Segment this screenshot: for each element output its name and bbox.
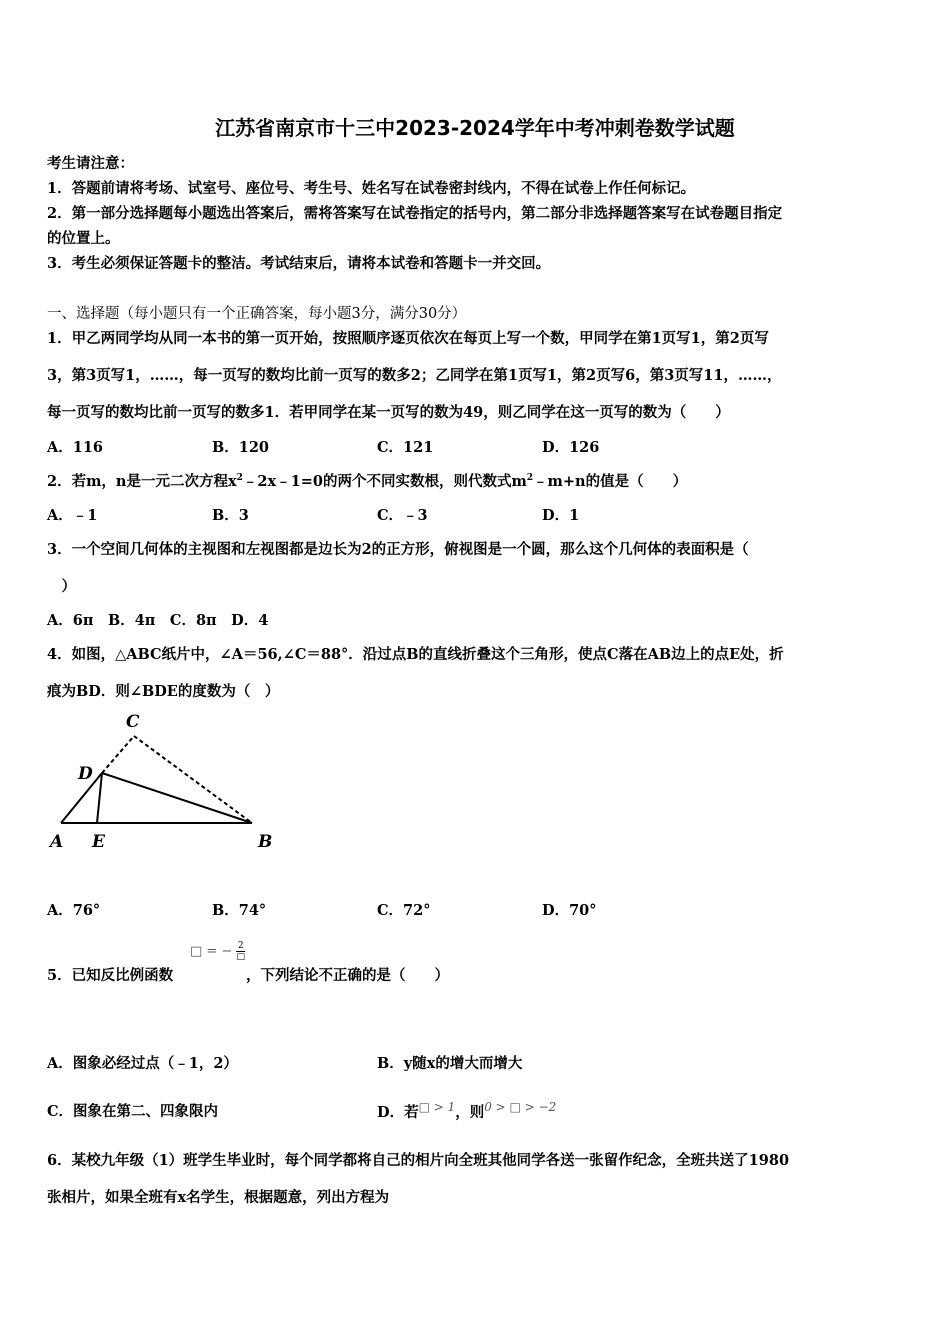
q4-option-a: A．76° [47, 902, 101, 919]
label-a: A [50, 832, 64, 852]
q1-option-b: B．120 [212, 439, 270, 456]
q4-option-b: B．74° [212, 902, 267, 919]
q2-stem [47, 470, 687, 491]
q5-option-d-label: D．若 [377, 1104, 419, 1121]
q5-formula-num: 2 [237, 941, 244, 951]
segment-db [102, 773, 252, 823]
q6-line-2: 张相片，如果全班有x名学生，根据题意，列出方程为 [47, 1189, 390, 1206]
q5-tail: ，下列结论不正确的是（ ） [246, 967, 449, 984]
q4-option-d: D．70° [542, 902, 597, 919]
q2-text-c: ﹣m+n的值是（ ） [533, 473, 688, 490]
q2-option-b: B．3 [212, 507, 249, 524]
q2-text-a: 2．若m，n是一元二次方程x [47, 473, 237, 490]
segment-de [97, 773, 102, 823]
q5-option-d-cond: □ > 1 [418, 1100, 456, 1114]
q5-formula-den: □ [236, 952, 245, 962]
q3-options: A．6π B．4π C．8π D．4 [47, 612, 269, 629]
q2-option-c: C．﹣3 [377, 507, 428, 524]
q2-option-a: A．﹣1 [47, 507, 98, 524]
notice-heading: 考生请注意： [47, 155, 134, 172]
notice-item-1: 1．答题前请将考场、试室号、座位号、考生号、姓名写在试卷密封线内，不得在试卷上作任何标记。 [47, 180, 696, 197]
notice-item-2-cont: 的位置上。 [47, 230, 120, 247]
q2-text-b: ﹣2x﹣1=0的两个不同实数根，则代数式m [242, 473, 527, 490]
q5-option-b: B．y随x的增大而增大 [377, 1055, 523, 1072]
label-b: B [258, 832, 273, 852]
q5-formula-fraction [236, 941, 245, 962]
q5-formula [190, 941, 245, 962]
label-d: D [78, 764, 93, 784]
q5-formula-lhs: □ = − [190, 944, 233, 959]
q1-option-a: A．116 [47, 439, 104, 456]
q2-option-d: D．1 [542, 507, 580, 524]
page-title: 江苏省南京市十三中2023-2024学年中考冲刺卷数学试题 [215, 116, 735, 140]
q5-option-a: A．图象必经过点（﹣1，2） [47, 1055, 238, 1072]
label-e: E [92, 832, 105, 852]
q2-sup-2: 2 [526, 473, 534, 484]
q4-line-2: 痕为BD．则∠BDE的度数为（ ） [47, 683, 280, 700]
q5-stem: 5．已知反比例函数 [47, 967, 174, 984]
notice-item-2: 2．第一部分选择题每小题选出答案后，需将答案写在试卷指定的括号内，第二部分非选择题答案写在试卷题目指定 [47, 205, 783, 222]
segment-cb-dashed [134, 736, 252, 823]
segment-dc-dashed [102, 736, 134, 773]
q4-option-c: C．72° [377, 902, 431, 919]
q5-option-d [377, 1100, 556, 1122]
q6-line-1: 6．某校九年级（1）班学生毕业时，每个同学都将自己的相片向全班其他同学各送一张留作纪念，全班共送了1980 [47, 1152, 790, 1169]
label-c: C [126, 712, 140, 732]
q3-line-1: 3．一个空间几何体的主视图和左视图都是边长为2的正方形，俯视图是一个圆，那么这个几何体的表面积是（ [47, 541, 749, 558]
q4-line-1: 4．如图，△ABC纸片中，∠A＝56,∠C＝88°．沿过点B的直线折叠这个三角形，使点C落在AB边上的点E处，折 [47, 646, 784, 663]
q2-sup-1: 2 [236, 473, 243, 484]
q5-option-c: C．图象在第二、四象限内 [47, 1103, 219, 1120]
section-heading: 一、选择题（每小题只有一个正确答案，每小题3分，满分30分） [47, 306, 467, 322]
q1-option-c: C．121 [377, 439, 434, 456]
q5-option-d-then: ，则 [455, 1104, 485, 1121]
notice-item-3: 3．考生必须保证答题卡的整洁。考试结束后，请将本试卷和答题卡一并交回。 [47, 255, 551, 272]
q3-line-2: ） [47, 578, 76, 595]
q1-line-1: 1．甲乙两同学均从同一本书的第一页开始，按照顺序逐页依次在每页上写一个数，甲同学在第1页写1，第2页写 [47, 330, 769, 347]
triangle-figure [40, 705, 290, 855]
q5-option-d-result: 0 > □ > −2 [484, 1100, 557, 1114]
q1-line-2: 3，第3页写1，……，每一页写的数均比前一页写的数多2；乙同学在第1页写1，第2页写6，第3页写11，……， [47, 367, 782, 384]
q1-line-3: 每一页写的数均比前一页写的数多1．若甲同学在某一页写的数为49，则乙同学在这一页写的数为（ ） [47, 404, 730, 421]
q1-option-d: D．126 [542, 439, 600, 456]
